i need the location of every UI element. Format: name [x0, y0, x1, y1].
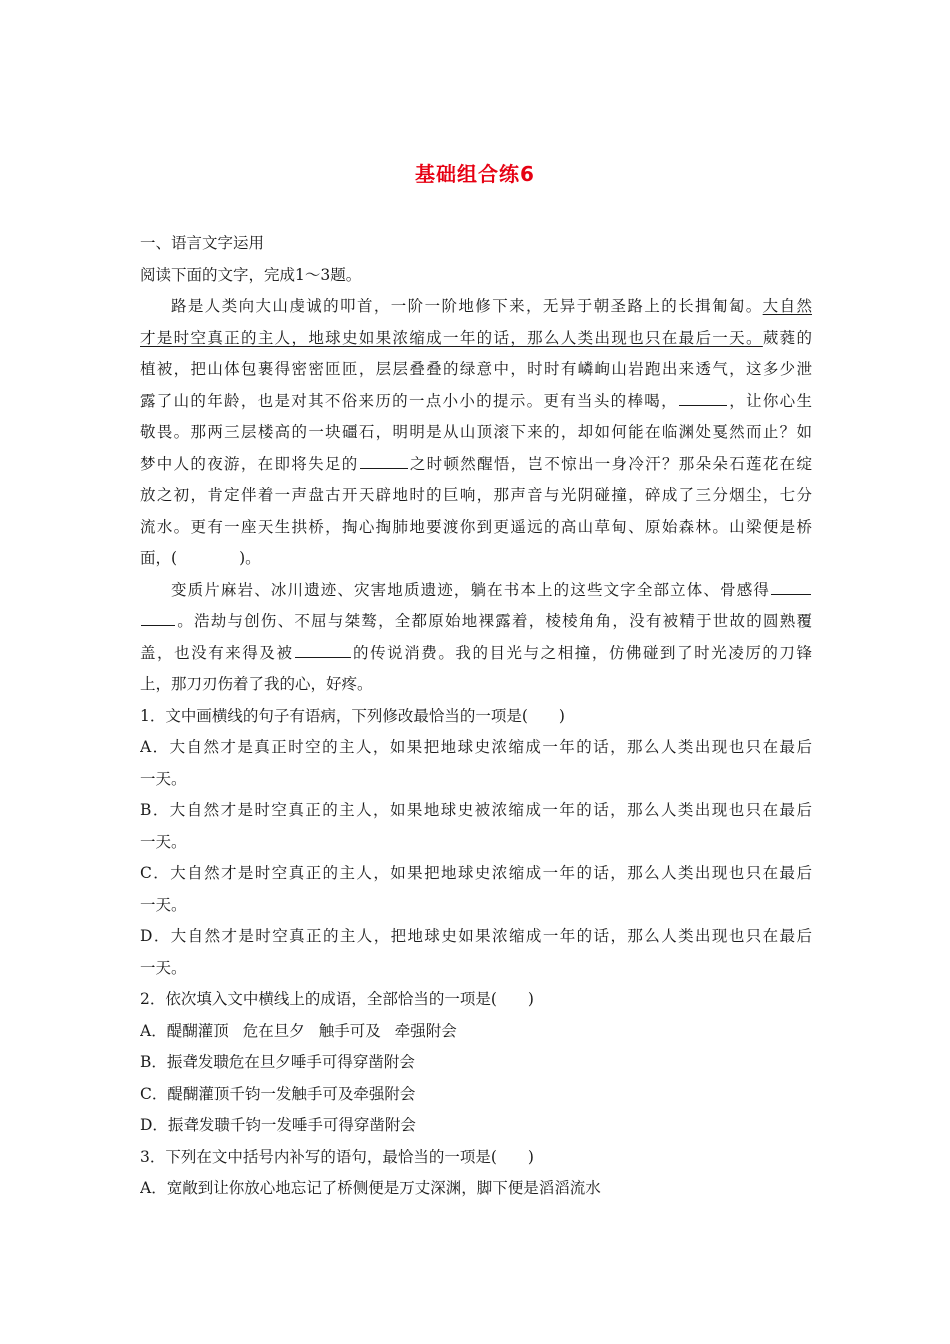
fill-blank [295, 639, 351, 658]
passage-line [140, 291, 812, 323]
passage-text: 变质片麻岩、冰川遗迹、灾害地质遗迹，躺在书本上的这些文字全部立体、骨感得 [171, 580, 770, 599]
passage-text: 路是人类向大山虔诚的叩首，一阶一阶地修下来，无异于朝圣路上的长揖匍匐。 [171, 297, 763, 315]
passage-line: 流水。更有一座天生拱桥，掏心掏肺地要渡你到更遥远的高山草甸、原始森林。山梁便是桥 [140, 517, 812, 536]
passage-text: 。浩劫与创伤、不屈与桀骜，全都原始地裸露着，棱棱角角，没有被精于世故的圆熟覆 [176, 612, 812, 630]
passage-line [140, 323, 812, 355]
option-text: 牵强附会 [394, 1021, 457, 1040]
passage-text: 葳蕤的 [762, 328, 812, 347]
passage-text: 梦中人的夜游，在即将失足的 [140, 454, 359, 473]
question-3-option-a: A．宽敞到让你放心地忘记了桥侧便是万丈深渊，脚下便是滔滔流水 [140, 1179, 601, 1197]
passage-text: 之时顿然醒悟，岂不惊出一身冷汗？那朵朵石莲花在绽 [408, 454, 812, 473]
question-1-stem: 1．文中画横线的句子有语病，下列修改最恰当的一项是( ) [140, 706, 565, 725]
underlined-sentence: 大自然 [762, 297, 812, 315]
passage-line: 敬畏。那两三层楼高的一块礓石，明明是从山顶滚下来的，却如何能在临渊处戛然而止？如 [140, 423, 812, 441]
fill-blank [771, 576, 811, 595]
page-title: 基础组合练6 [415, 162, 535, 186]
question-2-stem: 2．依次填入文中横线上的成语，全部恰当的一项是( ) [140, 990, 534, 1008]
section-heading: 一、语言文字运用 [140, 234, 265, 252]
fill-blank [679, 387, 727, 406]
passage-text: )。 [239, 549, 261, 567]
underlined-sentence: 才是时空真正的主人，地球史如果浓缩成一年的话，那么人类出现也只在最后一天。 [140, 328, 763, 347]
passage-line: 放之初，肯定伴着一声盘古开天辟地时的巨响，那声音与光阴碰撞，碎成了三分烟尘，七分 [140, 486, 812, 504]
question-2-option-a [140, 1016, 812, 1048]
question-3-stem: 3．下列在文中括号内补写的语句，最恰当的一项是( ) [140, 1147, 534, 1166]
question-1-option-a: A．大自然才是真正时空的主人，如果把地球史浓缩成一年的话，那么人类出现也只在最后 [140, 738, 812, 756]
question-1-option-c: C．大自然才是时空真正的主人，如果把地球史浓缩成一年的话，那么人类出现也只在最后 [140, 864, 812, 882]
document-body [140, 228, 812, 1205]
passage-line: 植被，把山体包裹得密密匝匝，层层叠叠的绿意中，时时有嶙峋山岩跑出来透气，这多少泄 [140, 360, 812, 378]
passage-text: ，让你心生 [727, 391, 812, 410]
passage-line [140, 638, 812, 670]
passage-line [140, 449, 812, 481]
question-1-option-c-cont: 一天。 [140, 895, 187, 914]
passage-line [140, 543, 812, 575]
question-1-option-a-cont: 一天。 [140, 769, 187, 788]
reading-instruction: 阅读下面的文字，完成1～3题。 [140, 265, 362, 284]
question-2-option-c: C．醍醐灌顶千钧一发触手可及牵强附会 [140, 1084, 416, 1103]
passage-line [140, 386, 812, 418]
passage-text: 盖，也没有来得及被 [140, 643, 294, 662]
passage-text: 露了山的年龄，也是对其不俗来历的一点小小的提示。更有当头的棒喝， [140, 391, 678, 410]
fill-blank [141, 607, 175, 626]
option-text: 触手可及 [318, 1021, 381, 1040]
question-2-option-d: D．振聋发聩千钧一发唾手可得穿凿附会 [140, 1116, 416, 1134]
option-text: A．醍醐灌顶 [140, 1021, 229, 1040]
question-1-option-b: B．大自然才是时空真正的主人，如果地球史被浓缩成一年的话，那么人类出现也只在最后 [140, 801, 812, 819]
question-1-option-b-cont: 一天。 [140, 832, 187, 851]
question-1-option-d: D．大自然才是时空真正的主人，把地球史如果浓缩成一年的话，那么人类出现也只在最后 [140, 927, 812, 945]
passage-text: 的传说消费。我的目光与之相撞，仿佛碰到了时光凌厉的刀锋 [351, 643, 812, 662]
question-1-option-d-cont: 一天。 [140, 958, 187, 977]
question-2-option-b: B．振聋发聩危在旦夕唾手可得穿凿附会 [140, 1053, 415, 1071]
passage-text: 面，( [140, 549, 178, 567]
passage-line: 上，那刀刃伤着了我的心，好疼。 [140, 675, 373, 693]
passage-line [140, 606, 812, 638]
passage-line [140, 575, 812, 607]
option-text: 危在旦夕 [242, 1021, 305, 1040]
fill-blank [360, 450, 408, 469]
